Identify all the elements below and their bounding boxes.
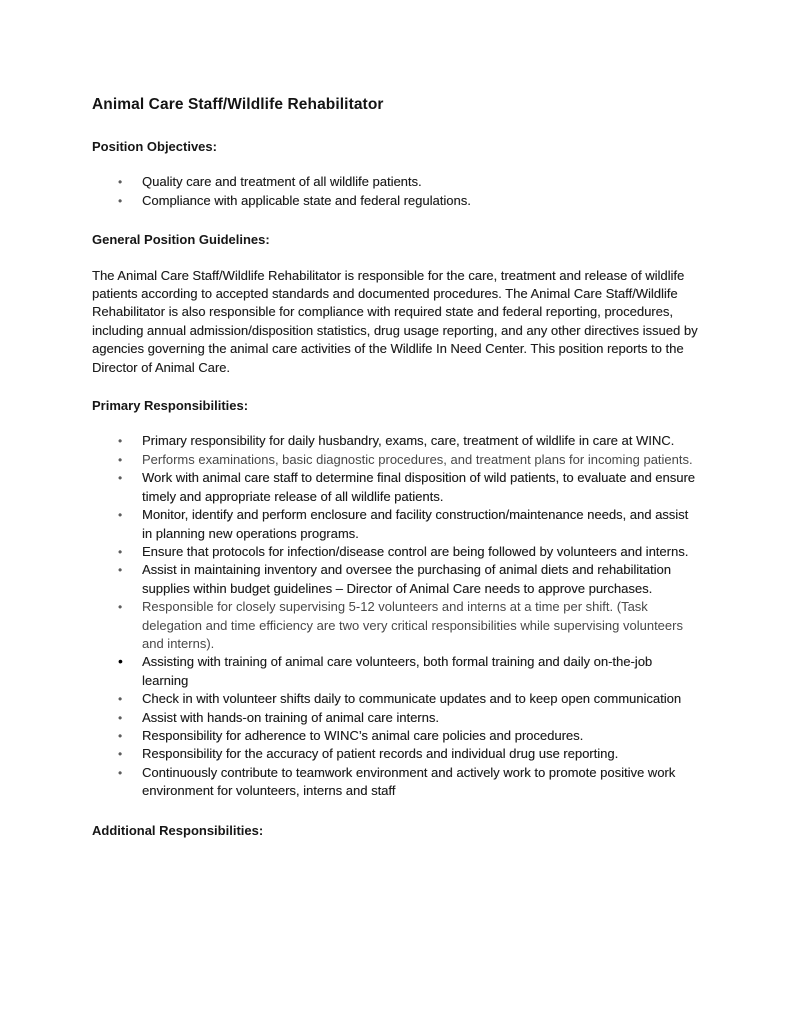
list-item [92, 598, 699, 653]
list-item [92, 709, 699, 727]
doc-title: Animal Care Staff/Wildlife Rehabilitator [92, 96, 384, 113]
bullet-icon: • [118, 728, 123, 743]
list-item-text: Assist in maintaining inventory and oversee the purchasing of animal diets and rehabilitation supplies within budget guidelines – Director of Animal Care needs to approve purchases. [142, 562, 671, 596]
list-item-text: Compliance with applicable state and federal regulations. [142, 192, 471, 208]
bullet-icon: • [118, 563, 123, 578]
list-item-text: Responsibility for the accuracy of patient records and individual drug use reporting. [142, 746, 619, 762]
guidelines-paragraph: The Animal Care Staff/Wildlife Rehabilitator is responsible for the care, treatment and release of wildlife patients according to accepted standards and documented procedures. The Animal Care Staff/Wildlife Rehabilitator is also responsible for compliance with required state and federal reporting, procedures, including annual admission/disposition statistics, drug usage reporting, and any other directives issued by agencies governing the animal care activities of the Wildlife In Need Center. This position reports to the Director of Animal Care. [92, 267, 698, 375]
list-item-text: Ensure that protocols for infection/disease control are being followed by volunteers and interns. [142, 543, 689, 559]
bullet-icon: • [118, 653, 123, 670]
list-item-text: Continuously contribute to teamwork environment and actively work to promote positive work environment for volunteers, interns and staff [142, 764, 676, 799]
bullet-icon: • [118, 600, 123, 615]
list-item-text: Performs examinations, basic diagnostic procedures, and treatment plans for incoming patients. [142, 451, 693, 467]
list-item [92, 653, 699, 690]
list-item [92, 690, 699, 708]
bullet-icon: • [118, 544, 123, 559]
bullet-icon: • [118, 434, 123, 449]
list-item-text: Monitor, identify and perform enclosure and facility construction/maintenance needs, and assist in planning new operations programs. [142, 507, 689, 541]
list-item [92, 561, 699, 598]
section-heading-general-position-guidelines: General Position Guidelines: [92, 232, 270, 248]
bullet-icon: • [118, 765, 123, 780]
section-heading-position-objectives: Position Objectives: [92, 139, 217, 154]
list-item [92, 192, 699, 210]
list-item-text: Check in with volunteer shifts daily to communicate updates and to keep open communication [142, 691, 682, 707]
section-heading-additional-responsibilities: Additional Responsibilities: [92, 822, 264, 838]
bullet-icon: • [118, 508, 123, 523]
list-item [92, 543, 699, 561]
bullet-icon: • [118, 175, 123, 190]
list-item-text: Primary responsibility for daily husbandry, exams, care, treatment of wildlife in care at WINC. [142, 433, 675, 449]
list-item-text: Assist with hands-on training of animal care interns. [142, 709, 439, 725]
list-item [92, 469, 699, 506]
list-item-text: Responsible for closely supervising 5-12 volunteers and interns at a time per shift. (Task delegation and time efficiency are two very critical responsibilities while supervising volunteers and interns). [142, 599, 683, 651]
objectives-list [92, 173, 699, 210]
list-item-text: Work with animal care staff to determine final disposition of wild patients, to evaluate and ensure timely and appropriate release of all wildlife patients. [142, 470, 696, 504]
list-item [92, 506, 699, 543]
list-item [92, 432, 699, 450]
section-heading-primary-responsibilities: Primary Responsibilities: [92, 398, 249, 414]
bullet-icon: • [118, 471, 123, 486]
list-item [92, 727, 699, 745]
bullet-icon: • [118, 747, 123, 762]
list-item [92, 764, 699, 801]
list-item [92, 745, 699, 763]
list-item-text: Assisting with training of animal care volunteers, both formal training and daily on-the-job learning [142, 654, 653, 688]
bullet-icon: • [118, 710, 123, 725]
list-item [92, 173, 699, 191]
list-item [92, 451, 699, 469]
primary-responsibilities-list [92, 432, 699, 800]
bullet-icon: • [118, 452, 123, 467]
list-item-text: Quality care and treatment of all wildlife patients. [142, 174, 422, 190]
bullet-icon: • [118, 692, 123, 707]
bullet-icon: • [118, 193, 123, 208]
list-item-text: Responsibility for adherence to WINC’s animal care policies and procedures. [142, 727, 584, 743]
